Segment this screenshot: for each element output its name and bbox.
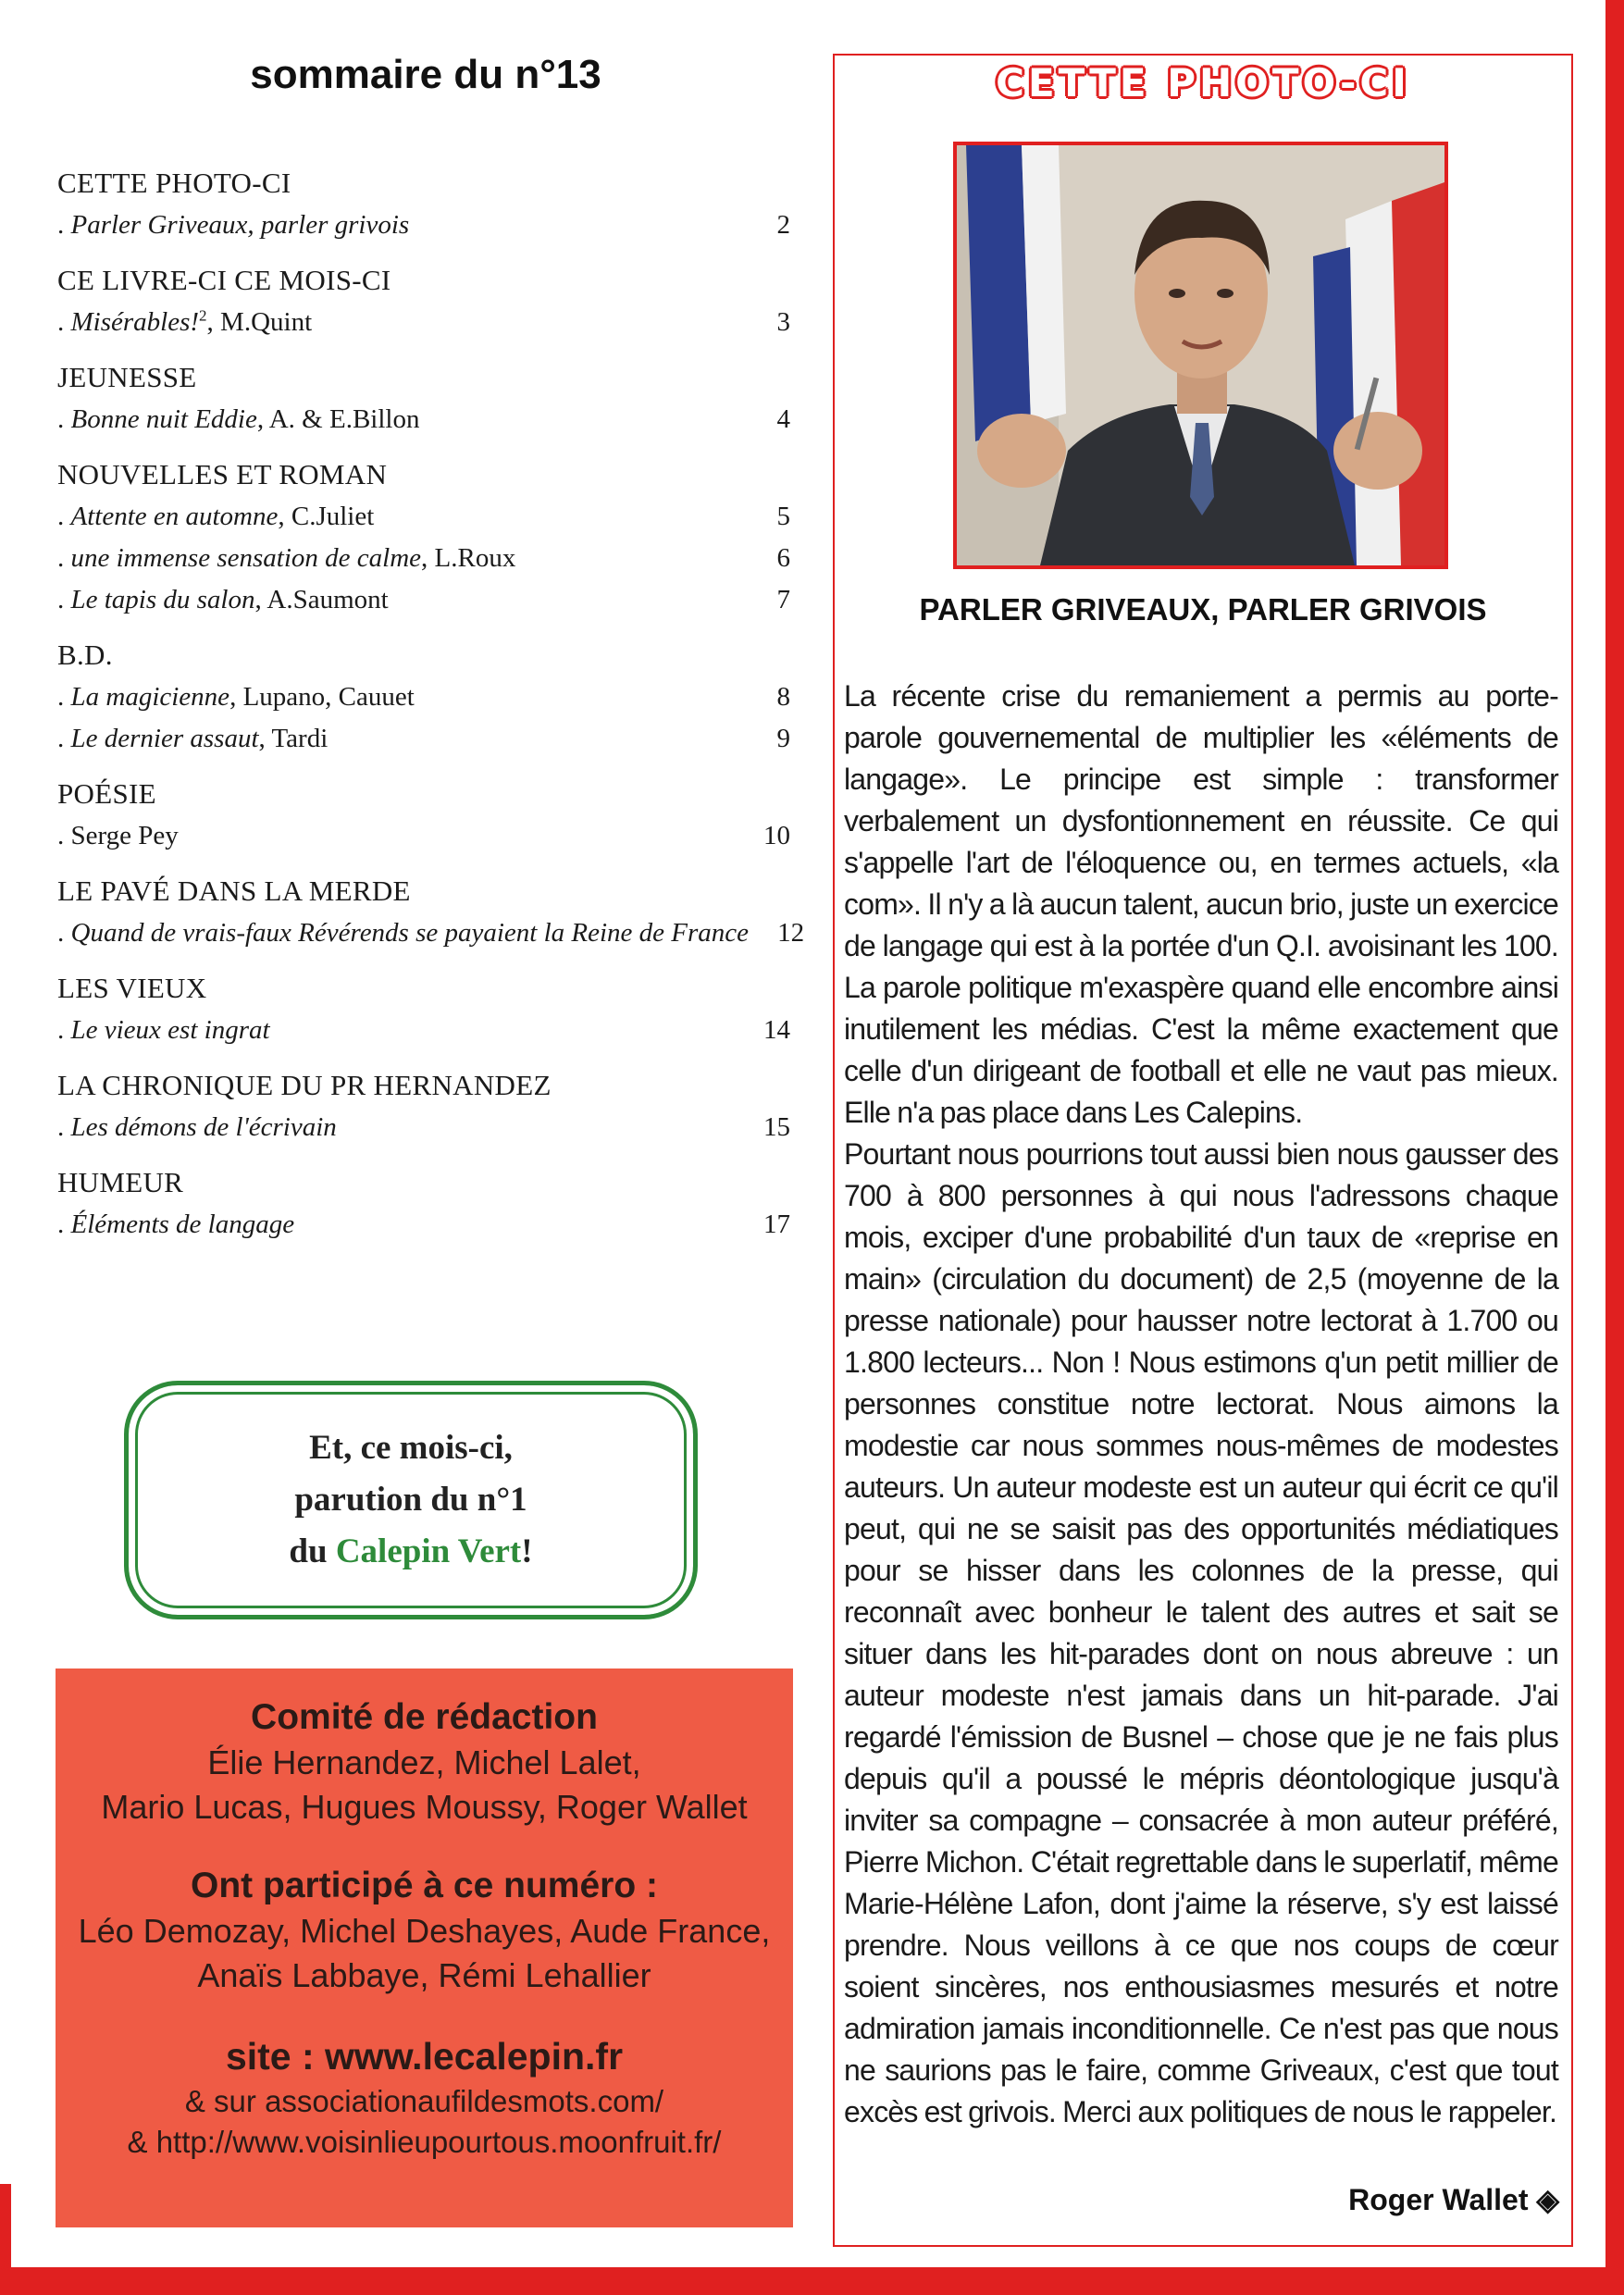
toc-page-number: 5 (776, 502, 790, 531)
toc-entry[interactable] (57, 1010, 790, 1051)
toc-entry-title: . Le dernier assaut, Tardi (57, 724, 329, 753)
toc-section (57, 356, 790, 440)
participants-2: Anaïs Labbaye, Rémi Lehallier (197, 1956, 651, 1994)
toc-entry[interactable] (57, 302, 790, 343)
toc-entry-work: Éléments de langage (70, 1210, 295, 1239)
toc-section (57, 162, 790, 246)
toc-heading: LA CHRONIQUE DU PR HERNANDEZ (57, 1069, 552, 1101)
toc-entry[interactable] (57, 1107, 790, 1148)
toc-entry-title: . Misérables!$^2$, M.Quint (57, 306, 313, 337)
toc-page-number: 10 (763, 821, 790, 850)
article-body (844, 676, 1558, 2133)
toc-entry-author: Serge Pey (70, 821, 179, 850)
toc-entry-title: . Les démons de l'écrivain (57, 1112, 337, 1142)
toc-heading: HUMEUR (57, 1166, 184, 1198)
announcement-line-3 (289, 1526, 532, 1578)
toc-page-number: 15 (763, 1112, 790, 1142)
toc-entry[interactable] (57, 496, 790, 538)
calepin-vert-label: Calepin Vert (335, 1532, 522, 1570)
toc-entry-author: , A. & E.Billon (256, 404, 420, 434)
toc-entry-title: . Attente en automne, C.Juliet (57, 502, 375, 531)
toc-page-number: 6 (776, 543, 790, 573)
toc-entry-work: une immense sensation de calme (70, 543, 422, 573)
toc-section (57, 259, 790, 343)
toc-entry-author: , C.Juliet (278, 502, 375, 531)
announcement-suffix: ! (521, 1532, 533, 1570)
page-border-bottom (0, 2267, 1624, 2295)
toc-page-number: 12 (777, 918, 805, 948)
toc-page-number: 14 (763, 1015, 790, 1045)
participants-1: Léo Demozay, Michel Deshayes, Aude France, (78, 1912, 771, 1950)
toc-entry[interactable] (57, 538, 790, 579)
rubric-title: CETTE PHOTO-CI (996, 60, 1410, 105)
toc-entry-author: , A.Saumont (254, 585, 389, 614)
toc-entry-author: , Tardi (258, 724, 329, 753)
toc-heading: CE LIVRE-CI CE MOIS-CI (57, 264, 391, 296)
toc-entry-title: . Le vieux est ingrat (57, 1015, 270, 1045)
article-paragraph: Pourtant nous pourrions tout aussi bien nous gausser des 700 à 800 personnes à qui nous l'adressons chaque mois, exciper d'une probabilité d'un taux de «reprise en main» (circulation du document) de 2,5 (moyenne de la presse nationale) pour hausser notre lectorat à 1.700 ou 1.800 lecteurs... Non ! Nous estimons q'un petit millier de personnes constitue notre lectorat. Nous aimons la modestie car nous sommes nous-mêmes de modestes auteurs. Un auteur modeste est un auteur qui écrit ce qu'il peut, qui ne se saisit pas des opportunités médiatiques pour se hisser dans les colonnes de la presse, qui reconnaît avec bonheur le talent des autres et sait se situer dans les hit-parades dont on nous abreuve : un auteur modeste n'est jamais dans un hit-parade. J'ai regardé l'émission de Busnel – chose que je ne fais plus depuis qu'il a poussé le mépris déontologique jusqu'à inviter sa compagne – consacrée à mon auteur préféré, Pierre Michon. C'était regrettable dans le superlatif, même Marie-Hélène Lafon, dont j'aime la réserve, s'y est laissé prendre. Nous veillons à ce que nos coups de cœur soient sincères, nos enthousiasmes mesurés et notre admiration jamais inconditionnelle. Ce n'est pas que nous ne saurions pas le faire, comme Griveaux, c'est que tout excès est grivois. Merci aux politiques de nous le rappeler. (844, 1137, 1558, 2128)
voisin-link[interactable]: & http://www.voisinlieupourtous.moonfruit.fr/ (127, 2125, 722, 2159)
summary-title: sommaire du n°13 (250, 52, 601, 97)
toc-entry-title: . Éléments de langage (57, 1210, 295, 1239)
article-photo (953, 142, 1448, 569)
toc-entry[interactable] (57, 815, 790, 857)
toc-heading: CETTE PHOTO-CI (57, 167, 291, 199)
toc-heading: POÉSIE (57, 777, 156, 810)
announcement-line-1: Et, ce mois-ci, (309, 1429, 513, 1467)
toc-entry-work: Quand de vrais-faux Révérends se payaient la Reine de France (70, 918, 750, 948)
toc-page-number: 9 (776, 724, 790, 753)
toc-entry-title: . Le tapis du salon, A.Saumont (57, 585, 389, 614)
toc-section (57, 634, 790, 760)
toc-heading: LES VIEUX (57, 972, 207, 1004)
toc-page-number: 17 (763, 1210, 790, 1239)
toc-entry-work: Parler Griveaux, parler grivois (70, 210, 410, 240)
announcement-box (124, 1381, 698, 1619)
toc-entry-title: . une immense sensation de calme, L.Roux (57, 543, 516, 573)
toc-heading: LE PAVÉ DANS LA MERDE (57, 875, 411, 907)
toc-entry-work: Les démons de l'écrivain (70, 1112, 337, 1142)
toc-entry[interactable] (57, 399, 790, 440)
toc-entry[interactable] (57, 1204, 790, 1246)
toc-page-number: 3 (776, 307, 790, 337)
toc-section (57, 453, 790, 621)
toc-entry-title: . Bonne nuit Eddie, A. & E.Billon (57, 404, 420, 434)
toc-heading: JEUNESSE (57, 361, 197, 393)
participants-heading: Ont participé à ce numéro : (191, 1866, 658, 1905)
toc-entry-author: , Lupano, Cauuet (229, 682, 415, 712)
announcement-prefix: du (289, 1532, 336, 1570)
toc-entry-work: Misérables! (70, 307, 200, 337)
toc-entry-title: . Serge Pey (57, 821, 179, 850)
article-signature: Roger Wallet ◈ (1348, 2183, 1559, 2216)
toc-entry-author: , L.Roux (421, 543, 516, 573)
page-border-corner (0, 2184, 11, 2295)
toc-entry[interactable] (57, 718, 790, 760)
toc-entry-title: . La magicienne, Lupano, Cauuet (57, 682, 415, 712)
toc-entry-work: La magicienne (70, 682, 230, 712)
toc-entry-work: Attente en automne (70, 502, 279, 531)
toc-section (57, 1161, 790, 1246)
committee-members-1: Élie Hernandez, Michel Lalet, (207, 1743, 641, 1781)
toc-entry[interactable] (57, 912, 805, 954)
toc-entry-work: Le dernier assaut (70, 724, 259, 753)
toc-section (57, 967, 790, 1051)
toc-entry-author: , M.Quint (206, 307, 313, 337)
toc-entry-title: . Parler Griveaux, parler grivois (57, 210, 410, 240)
article-title: PARLER GRIVEAUX, PARLER GRIVOIS (919, 592, 1487, 626)
article-paragraph: La récente crise du remaniement a permis au porte-parole gouvernemental de multiplier les «éléments de langage». Le principe est simple : transformer verbalement un dysfontionnement en réussite. Ce qui s'appelle l'art de l'éloquence ou, en termes actuels, «la com». Il n'y a là aucun talent, aucun brio, juste un exercice de langage qui est à la portée d'un Q.I. avoisinant les 100. La parole politique m'exaspère quand elle encombre ainsi inutilement les médias. C'est la même exactement que celle d'un dirigeant de football et elle ne vaut pas mieux. Elle n'a pas place dans Les Calepins. (844, 679, 1558, 1129)
association-link[interactable]: & sur associationaufildesmots.com/ (184, 2084, 664, 2118)
toc-page-number: 4 (776, 404, 790, 434)
toc-entry-work: Le tapis du salon (70, 585, 255, 614)
page-border-right (1605, 0, 1624, 2295)
toc-entry[interactable] (57, 579, 790, 621)
toc-section (57, 1064, 790, 1148)
toc-section (57, 870, 805, 954)
toc-entry-sup: 2 (199, 306, 207, 325)
committee-members-2: Mario Lucas, Hugues Moussy, Roger Wallet (101, 1788, 748, 1826)
toc-entry-work: Le vieux est ingrat (70, 1015, 270, 1045)
toc-entry[interactable] (57, 676, 790, 718)
announcement-line-2: parution du n°1 (294, 1481, 527, 1519)
toc-page-number: 7 (776, 585, 790, 614)
toc-section (57, 773, 790, 857)
toc-entry[interactable] (57, 205, 790, 246)
toc-page-number: 2 (776, 210, 790, 240)
toc-entry-work: Bonne nuit Eddie (70, 404, 257, 434)
toc-heading: NOUVELLES ET ROMAN (57, 458, 388, 490)
toc-page-number: 8 (776, 682, 790, 712)
table-of-contents (57, 162, 805, 1259)
toc-entry-title: . Quand de vrais-faux Révérends se payaient la Reine de France (57, 918, 750, 948)
toc-heading: B.D. (57, 639, 113, 671)
committee-heading: Comité de rédaction (251, 1697, 598, 1737)
site-link[interactable]: site : www.lecalepin.fr (225, 2035, 624, 2078)
editorial-committee-box (56, 1669, 793, 2227)
